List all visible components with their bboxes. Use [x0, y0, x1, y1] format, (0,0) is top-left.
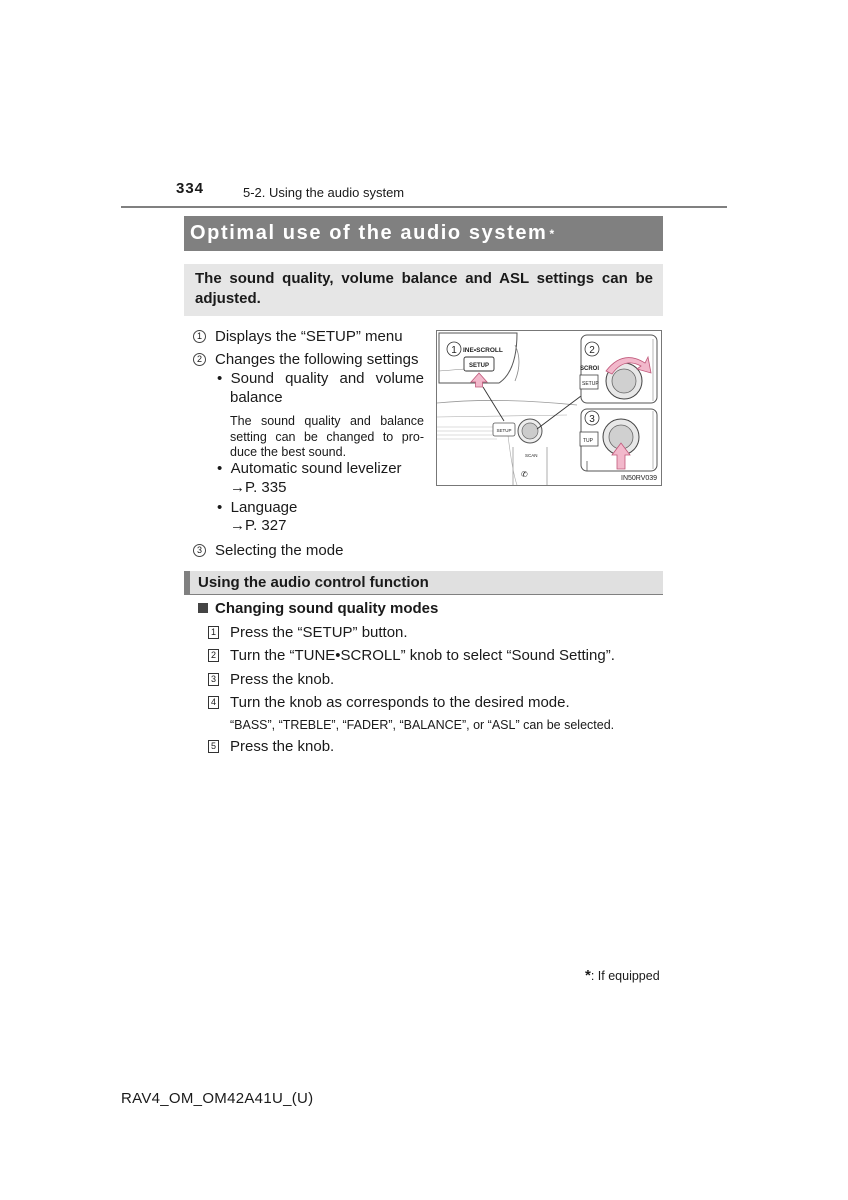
- intro-box: [184, 264, 663, 316]
- step-number: 4: [208, 696, 219, 709]
- setting-sound-quality: [217, 369, 424, 407]
- inset-knob-press: [580, 409, 657, 471]
- callout-item-1: [193, 327, 403, 346]
- setting-language: [217, 498, 297, 517]
- scroll-label-partial: SCROI: [580, 366, 600, 372]
- step-3: [208, 670, 334, 689]
- callout-text: Displays the “SETUP” menu: [215, 328, 403, 345]
- page-reference: →P. 327: [230, 517, 287, 534]
- intro-text: The sound quality, volume balance and ASL settings can be adjusted.: [195, 270, 653, 307]
- setting-note: The sound quality and balance setting can be changed to pro-duce the best sound.: [230, 414, 424, 459]
- setup-button-label: SETUP: [468, 363, 490, 369]
- setup-label-partial: SETUP: [582, 381, 599, 387]
- callout-item-2: [193, 350, 418, 369]
- callout-number: 3: [193, 544, 206, 557]
- callout-text: Changes the following settings: [215, 351, 419, 368]
- inset-knob-turn: [580, 335, 657, 403]
- header-rule: [121, 206, 727, 208]
- step-text: Press the knob.: [230, 738, 335, 755]
- setting-word: and: [339, 370, 365, 387]
- subsection-title: Using the audio control function: [198, 574, 429, 591]
- step-text: Press the knob.: [230, 671, 335, 688]
- section-title-bar: [184, 216, 663, 251]
- page-reference: →P. 335: [230, 479, 287, 496]
- step-number: 3: [208, 673, 219, 686]
- step-4: [208, 693, 570, 712]
- step-text: Turn the knob as corresponds to the desired mode.: [230, 694, 570, 711]
- step-note: “BASS”, “TREBLE”, “FADER”, “BALANCE”, or “ASL” can be selected.: [230, 718, 615, 732]
- subsubsection-heading: [198, 600, 438, 617]
- phone-icon: ✆: [521, 470, 528, 479]
- section-title: Optimal use of the audio system: [190, 222, 548, 244]
- bullet-mark: •: [217, 499, 223, 516]
- callout-number-1: 1: [451, 345, 457, 356]
- callout-number-2: 2: [589, 345, 595, 356]
- callout-text: Selecting the mode: [215, 542, 344, 559]
- step-text: Press the “SETUP” button.: [230, 624, 408, 641]
- step-number: 5: [208, 740, 219, 753]
- subsubsection-title: Changing sound quality modes: [215, 600, 439, 617]
- inset-setup: [439, 333, 519, 387]
- figure-code: IN50RV039: [621, 475, 658, 482]
- page-number: 334: [176, 180, 205, 197]
- square-bullet-icon: [198, 603, 208, 613]
- footnote: [585, 967, 660, 984]
- setting-label: Language: [230, 499, 298, 516]
- if-equipped-asterisk: *: [549, 226, 556, 241]
- callout-item-3: [193, 541, 343, 560]
- tup-label: TUP: [583, 438, 593, 444]
- step-2: [208, 646, 615, 665]
- setting-word: Sound: [230, 370, 274, 387]
- callout-number: 2: [193, 353, 206, 366]
- footnote-star: *: [585, 967, 591, 984]
- setting-word: volume: [375, 370, 424, 387]
- document-code: RAV4_OM_OM42A41U_(U): [121, 1090, 314, 1107]
- leader-line: [537, 393, 585, 429]
- footnote-text: : If equipped: [590, 969, 660, 983]
- setup-label-small: SETUP: [496, 428, 512, 433]
- bullet-mark: •: [217, 370, 223, 387]
- setting-label: Automatic sound levelizer: [230, 460, 402, 477]
- setting-asl: [217, 459, 402, 478]
- tune-scroll-label: INE•SCROLL: [463, 347, 503, 354]
- audio-panel-illustration: [436, 330, 662, 486]
- step-5: [208, 737, 334, 756]
- setting-word: quality: [285, 370, 329, 387]
- subsection-bar: [184, 571, 663, 595]
- scan-label: SCAN: [525, 453, 538, 458]
- section-reference: 5-2. Using the audio system: [243, 185, 405, 200]
- bullet-mark: •: [217, 460, 223, 477]
- step-number: 2: [208, 649, 219, 662]
- callout-number-3: 3: [589, 414, 595, 425]
- audio-panel-drawing: [437, 331, 661, 485]
- step-number: 1: [208, 626, 219, 639]
- step-text: Turn the “TUNE•SCROLL” knob to select “Sound Setting”.: [230, 647, 615, 664]
- setting-word: balance: [230, 389, 283, 406]
- step-1: [208, 623, 408, 642]
- callout-number: 1: [193, 330, 206, 343]
